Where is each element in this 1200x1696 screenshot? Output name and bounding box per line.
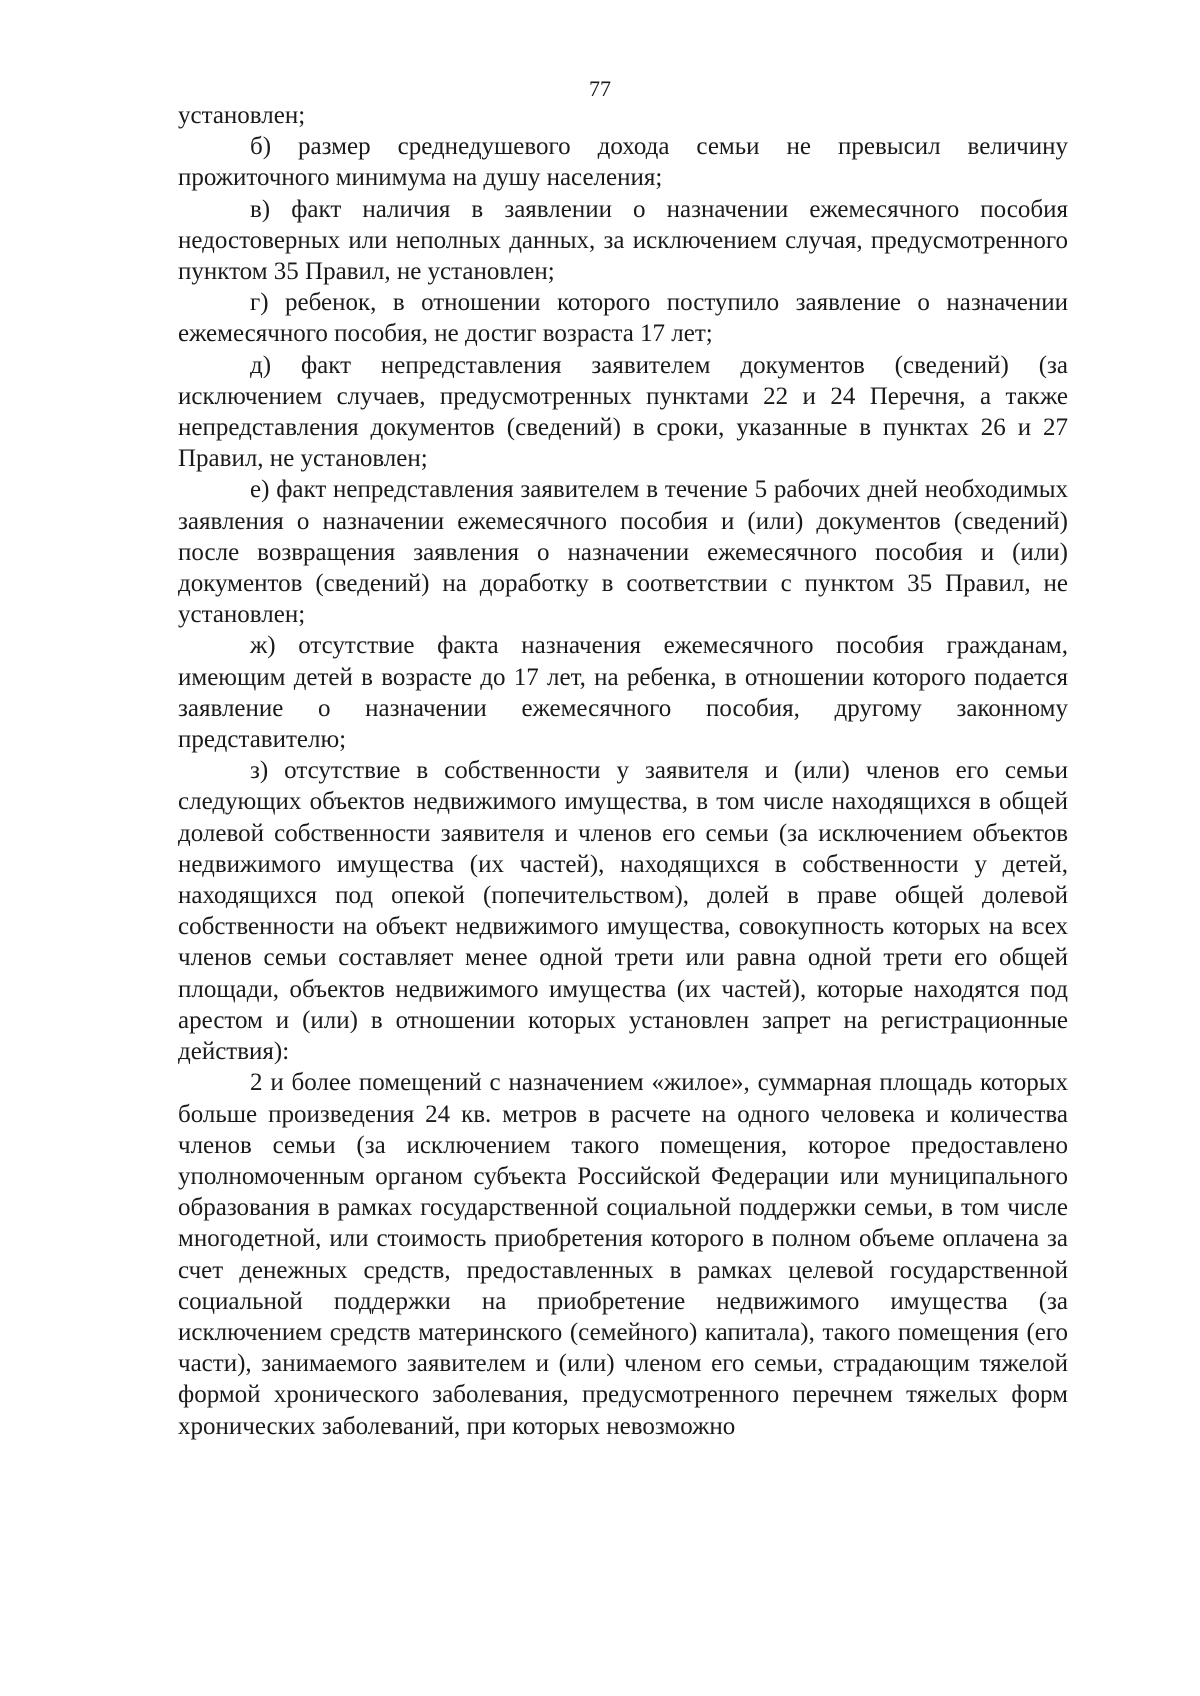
paragraph-continuation: установлен; — [178, 102, 306, 129]
paragraph-item-z: з) отсутствие в собственности у заявителя и (или) членов его семьи следующих объектов недвижимого имущества, в том числе находящихся в общей долевой собственности заявителя и членов его семьи (за исключением объектов недвижимого имущества (их частей), находящихся в собственности у детей, находящихся под опекой (попечительством), долей в праве общей долевой собственности на объект недвижимого имущества, совокупность которых на всех членов семьи составляет менее одной трети или равна одной трети его общей площади, объектов недвижимого имущества (их частей), которые находятся под арестом и (или) в отношении которых установлен запрет на регистрационные действия): — [178, 757, 1068, 1066]
paragraph-item-e: е) факт непредставления заявителем в течение 5 рабочих дней необходимых заявления о назначении ежемесячного пособия и (или) документов (сведений) после возвращения заявления о назначении ежемесячного пособия и (или) документов (сведений) на доработку в соответствии с пунктом 35 Правил, не установлен; — [178, 476, 1068, 629]
paragraph-item-v: в) факт наличия в заявлении о назначении ежемесячного пособия недостоверных или неполных данных, за исключением случая, предусмотренного пунктом 35 Правил, не установлен; — [178, 195, 1068, 286]
paragraph-item-d: д) факт непредставления заявителем документов (сведений) (за исключением случаев, предусмотренных пунктами 22 и 24 Перечня, а также непредставления документов (сведений) в сроки, указанные в пунктах 26 и 27 Правил, не установлен; — [178, 351, 1068, 473]
paragraph-item-g: г) ребенок, в отношении которого поступило заявление о назначении ежемесячного пособия, не достиг возраста 17 лет; — [178, 289, 1068, 348]
paragraph-residential-premises: 2 и более помещений с назначением «жилое», суммарная площадь которых больше произведения 24 кв. метров в расчете на одного человека и количества членов семьи (за исключением такого помещения, которое предоставлено уполномоченным органом субъекта Российской Федерации или муниципального образования в рамках государственной социальной поддержки семьи, в том числе многодетной, или стоимость приобретения которого в полном объеме оплачена за счет денежных средств, предоставленных в рамках целевой государственной социальной поддержки на приобретение недвижимого имущества (за исключением средств материнского (семейного) капитала), такого помещения (его части), занимаемого заявителем и (или) членом его семьи, страдающим тяжелой формой хронического заболевания, предусмотренного перечнем тяжелых форм хронических заболеваний, при которых невозможно — [178, 1069, 1068, 1440]
paragraph-item-b: б) размер среднедушевого дохода семьи не превысил величину прожиточного минимума на душу населения; — [178, 133, 1068, 192]
page-number: 77 — [589, 76, 611, 101]
paragraph-item-zh: ж) отсутствие факта назначения ежемесячного пособия гражданам, имеющим детей в возрасте до 17 лет, на ребенка, в отношении которого подается заявление о назначении ежемесячного пособия, другому законному представителю; — [178, 632, 1068, 754]
document-body — [178, 100, 1068, 1442]
